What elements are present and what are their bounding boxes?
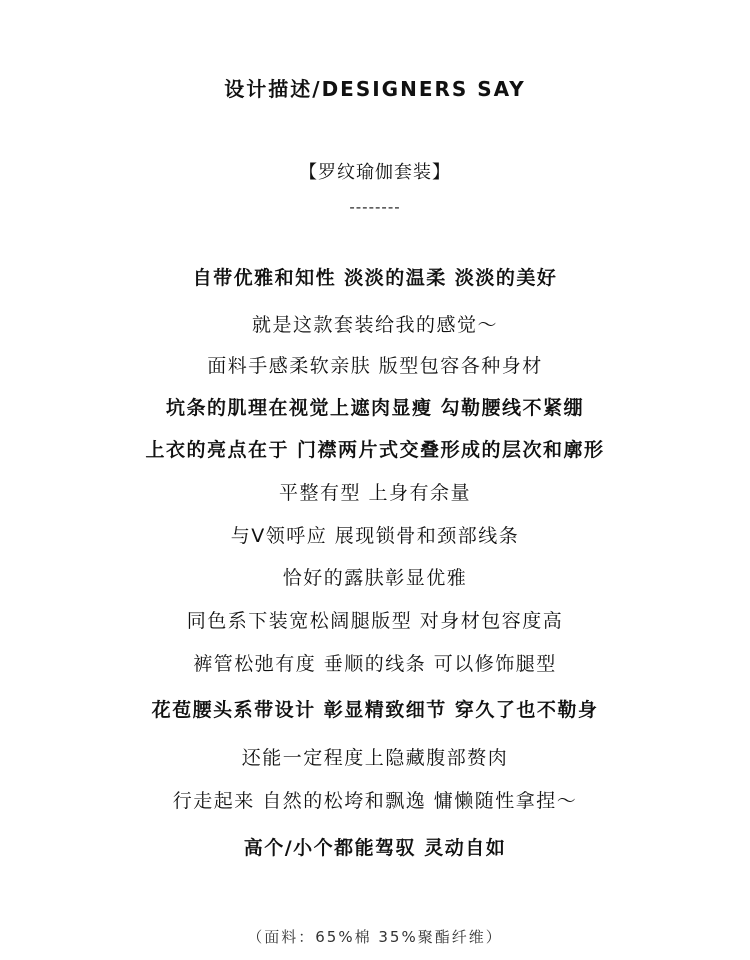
description-line-5: 上衣的亮点在于 门襟两片式交叠形成的层次和廓形 [145, 439, 605, 461]
description-line-10: 裤管松弛有度 垂顺的线条 可以修饰腿型 [193, 653, 557, 675]
description-line-8: 恰好的露肤彰显优雅 [282, 567, 468, 589]
description-line-7: 与V领呼应 展现锁骨和颈部线条 [230, 525, 520, 547]
description-line-3: 面料手感柔软亲肤 版型包容各种身材 [207, 355, 543, 377]
description-line-1: 自带优雅和知性 淡淡的温柔 淡淡的美好 [192, 267, 558, 289]
description-line-9: 同色系下装宽松阔腿版型 对身材包容度高 [186, 610, 564, 632]
description-line-6: 平整有型 上身有余量 [278, 482, 472, 504]
divider: -------- [349, 198, 401, 216]
description-line-4: 坑条的肌理在视觉上遮肉显瘦 勾勒腰线不紧绷 [165, 397, 585, 419]
description-line-11: 花苞腰头系带设计 彰显精致细节 穿久了也不勒身 [151, 699, 599, 721]
description-line-12: 还能一定程度上隐藏腹部赘肉 [241, 747, 509, 769]
description-line-13: 行走起来 自然的松垮和飘逸 慵懒随性拿捏～ [172, 790, 578, 812]
fabric-composition: （面料：65%棉 35%聚酯纤维） [247, 928, 503, 946]
page-title: 设计描述/DESIGNERS SAY [224, 77, 526, 101]
product-name: 【罗纹瑜伽套装】 [299, 162, 451, 183]
description-line-2: 就是这款套装给我的感觉～ [251, 314, 498, 336]
description-line-14: 高个/小个都能驾驭 灵动自如 [243, 837, 507, 859]
